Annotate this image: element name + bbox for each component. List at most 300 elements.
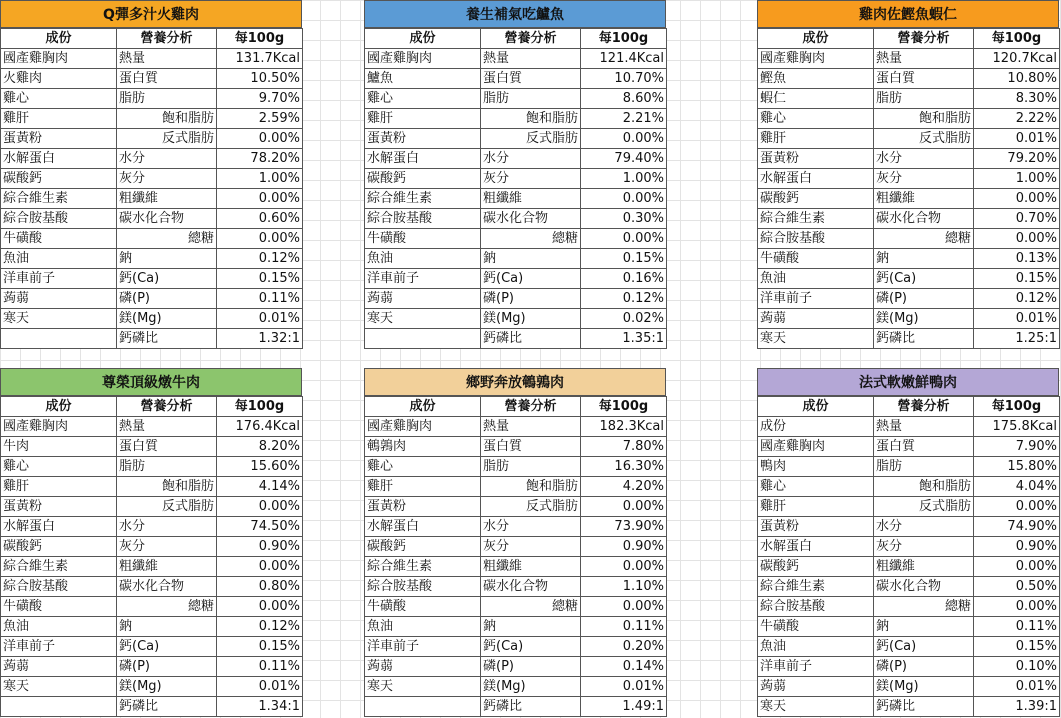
ingredient-cell[interactable]: 蛋黃粉 — [1, 129, 117, 149]
nutrient-label-cell[interactable]: 鎂(Mg) — [117, 309, 217, 329]
nutrient-label-cell[interactable]: 蛋白質 — [874, 69, 974, 89]
ingredient-cell[interactable]: 綜合維生素 — [1, 557, 117, 577]
ingredient-cell[interactable]: 牛磺酸 — [365, 597, 481, 617]
ingredient-cell[interactable]: 雞心 — [365, 457, 481, 477]
ingredient-cell[interactable]: 寒天 — [1, 309, 117, 329]
nutrient-value-cell[interactable]: 0.01% — [217, 677, 303, 697]
nutrient-value-cell[interactable]: 176.4Kcal — [217, 417, 303, 437]
nutrient-value-cell[interactable]: 0.60% — [217, 209, 303, 229]
ingredient-cell[interactable]: 鱸魚 — [365, 69, 481, 89]
nutrient-value-cell[interactable]: 0.13% — [974, 249, 1060, 269]
nutrient-label-cell[interactable]: 總糖 — [874, 229, 974, 249]
nutrient-value-cell[interactable]: 0.00% — [217, 229, 303, 249]
ingredient-cell[interactable]: 寒天 — [758, 329, 874, 349]
nutrient-value-cell[interactable]: 175.8Kcal — [974, 417, 1060, 437]
nutrient-label-cell[interactable]: 鈉 — [481, 249, 581, 269]
ingredient-cell[interactable]: 鰹魚 — [758, 69, 874, 89]
ingredient-cell[interactable]: 蒟蒻 — [758, 309, 874, 329]
ingredient-cell[interactable]: 水解蛋白 — [758, 537, 874, 557]
nutrient-value-cell[interactable]: 0.11% — [217, 289, 303, 309]
ingredient-cell[interactable]: 蛋黃粉 — [1, 497, 117, 517]
ingredient-cell[interactable]: 國產雞胸肉 — [1, 417, 117, 437]
nutrient-label-cell[interactable]: 灰分 — [117, 537, 217, 557]
panel-quail — [364, 368, 666, 717]
ingredient-cell[interactable]: 雞心 — [1, 457, 117, 477]
nutrient-value-cell[interactable]: 0.90% — [217, 537, 303, 557]
header-ingredient[interactable]: 成份 — [758, 29, 874, 49]
nutrient-value-cell[interactable]: 1.10% — [581, 577, 667, 597]
nutrient-value-cell[interactable]: 0.14% — [581, 657, 667, 677]
nutrient-value-cell[interactable]: 79.40% — [581, 149, 667, 169]
nutrient-label-cell[interactable]: 水分 — [481, 517, 581, 537]
nutrient-label-cell[interactable]: 磷(P) — [874, 289, 974, 309]
nutrient-label-cell[interactable]: 鈣(Ca) — [874, 637, 974, 657]
ingredient-cell[interactable]: 洋車前子 — [1, 269, 117, 289]
nutrient-label-cell[interactable]: 鎂(Mg) — [874, 309, 974, 329]
nutrient-label-cell[interactable]: 水分 — [481, 149, 581, 169]
nutrient-label-cell[interactable]: 反式脂肪 — [117, 129, 217, 149]
nutrient-value-cell[interactable]: 0.00% — [581, 229, 667, 249]
ingredient-cell[interactable]: 綜合維生素 — [758, 209, 874, 229]
table-row — [1, 697, 303, 717]
ingredient-cell[interactable] — [1, 697, 117, 717]
header-ingredient[interactable]: 成份 — [1, 397, 117, 417]
ingredient-cell[interactable]: 魚油 — [1, 617, 117, 637]
nutrient-value-cell[interactable]: 73.90% — [581, 517, 667, 537]
ingredient-cell[interactable]: 雞心 — [365, 89, 481, 109]
nutrient-label-cell[interactable]: 鈉 — [117, 617, 217, 637]
nutrient-label-cell[interactable]: 鎂(Mg) — [117, 677, 217, 697]
ingredient-cell[interactable]: 鴨肉 — [758, 457, 874, 477]
header-nutrition-analysis[interactable]: 營養分析 — [117, 397, 217, 417]
ingredient-cell[interactable]: 綜合胺基酸 — [758, 597, 874, 617]
ingredient-cell[interactable]: 牛磺酸 — [758, 249, 874, 269]
nutrient-value-cell[interactable]: 0.01% — [217, 309, 303, 329]
header-nutrition-analysis[interactable]: 營養分析 — [874, 29, 974, 49]
table-row — [758, 169, 1060, 189]
ingredient-cell[interactable]: 綜合胺基酸 — [758, 229, 874, 249]
nutrient-label-cell[interactable]: 脂肪 — [481, 457, 581, 477]
nutrient-label-cell[interactable]: 鈣磷比 — [874, 329, 974, 349]
nutrient-value-cell[interactable]: 0.11% — [217, 657, 303, 677]
table-row — [1, 557, 303, 577]
nutrient-value-cell[interactable]: 0.01% — [974, 129, 1060, 149]
nutrient-value-cell[interactable]: 16.30% — [581, 457, 667, 477]
nutrient-label-cell[interactable]: 鈉 — [874, 249, 974, 269]
nutrient-label-cell[interactable]: 粗纖維 — [874, 189, 974, 209]
nutrient-value-cell[interactable]: 121.4Kcal — [581, 49, 667, 69]
header-nutrition-analysis[interactable]: 營養分析 — [874, 397, 974, 417]
nutrient-label-cell[interactable]: 脂肪 — [481, 89, 581, 109]
table-row — [758, 89, 1060, 109]
header-per-100g[interactable]: 每100g — [974, 29, 1060, 49]
header-nutrition-analysis[interactable]: 營養分析 — [117, 29, 217, 49]
nutrient-label-cell[interactable]: 熱量 — [481, 49, 581, 69]
ingredient-cell[interactable]: 牛磺酸 — [1, 597, 117, 617]
nutrient-label-cell[interactable]: 灰分 — [481, 169, 581, 189]
ingredient-cell[interactable]: 綜合胺基酸 — [365, 209, 481, 229]
ingredient-cell[interactable]: 寒天 — [1, 677, 117, 697]
nutrient-label-cell[interactable]: 反式脂肪 — [481, 129, 581, 149]
nutrient-value-cell[interactable]: 0.00% — [581, 557, 667, 577]
nutrient-label-cell[interactable]: 蛋白質 — [117, 69, 217, 89]
nutrient-value-cell[interactable]: 1.35:1 — [581, 329, 667, 349]
nutrient-value-cell[interactable]: 120.7Kcal — [974, 49, 1060, 69]
nutrient-label-cell[interactable]: 鎂(Mg) — [481, 677, 581, 697]
nutrient-value-cell[interactable]: 2.22% — [974, 109, 1060, 129]
nutrient-label-cell[interactable]: 碳水化合物 — [874, 209, 974, 229]
nutrient-label-cell[interactable]: 鈉 — [874, 617, 974, 637]
ingredient-cell[interactable]: 綜合胺基酸 — [1, 577, 117, 597]
nutrient-value-cell[interactable]: 0.11% — [581, 617, 667, 637]
nutrient-label-cell[interactable]: 飽和脂肪 — [874, 477, 974, 497]
nutrient-value-cell[interactable]: 10.70% — [581, 69, 667, 89]
nutrient-value-cell[interactable]: 0.16% — [581, 269, 667, 289]
nutrient-label-cell[interactable]: 水分 — [874, 517, 974, 537]
nutrient-value-cell[interactable]: 10.50% — [217, 69, 303, 89]
ingredient-cell[interactable]: 蒟蒻 — [1, 289, 117, 309]
nutrient-value-cell[interactable]: 1.34:1 — [217, 697, 303, 717]
nutrient-label-cell[interactable]: 蛋白質 — [117, 437, 217, 457]
nutrient-value-cell[interactable]: 15.80% — [974, 457, 1060, 477]
nutrient-label-cell[interactable]: 鈣(Ca) — [481, 637, 581, 657]
nutrient-value-cell[interactable]: 0.12% — [217, 249, 303, 269]
nutrient-label-cell[interactable]: 飽和脂肪 — [117, 109, 217, 129]
nutrient-value-cell[interactable]: 0.15% — [581, 249, 667, 269]
ingredient-cell[interactable]: 蒟蒻 — [365, 289, 481, 309]
ingredient-cell[interactable]: 綜合維生素 — [365, 189, 481, 209]
nutrient-value-cell[interactable]: 0.20% — [581, 637, 667, 657]
ingredient-cell[interactable]: 綜合維生素 — [365, 557, 481, 577]
ingredient-cell[interactable]: 蒟蒻 — [1, 657, 117, 677]
nutrient-value-cell[interactable]: 0.12% — [581, 289, 667, 309]
nutrient-value-cell[interactable]: 79.20% — [974, 149, 1060, 169]
nutrient-value-cell[interactable]: 1.00% — [581, 169, 667, 189]
nutrient-label-cell[interactable]: 反式脂肪 — [874, 129, 974, 149]
nutrient-label-cell[interactable]: 碳水化合物 — [481, 209, 581, 229]
ingredient-cell[interactable] — [1, 329, 117, 349]
header-ingredient[interactable]: 成份 — [365, 29, 481, 49]
ingredient-cell[interactable]: 洋車前子 — [1, 637, 117, 657]
ingredient-cell[interactable]: 水解蛋白 — [1, 149, 117, 169]
nutrient-value-cell[interactable]: 9.70% — [217, 89, 303, 109]
header-ingredient[interactable]: 成份 — [365, 397, 481, 417]
ingredient-cell[interactable]: 蒟蒻 — [758, 677, 874, 697]
nutrient-value-cell[interactable]: 182.3Kcal — [581, 417, 667, 437]
nutrient-label-cell[interactable]: 磷(P) — [481, 657, 581, 677]
ingredient-cell[interactable]: 雞肝 — [758, 497, 874, 517]
ingredient-cell[interactable]: 國產雞胸肉 — [758, 437, 874, 457]
ingredient-cell[interactable]: 雞心 — [758, 477, 874, 497]
ingredient-cell[interactable]: 雞肝 — [758, 129, 874, 149]
table-row — [365, 49, 667, 69]
nutrient-value-cell[interactable]: 0.00% — [217, 557, 303, 577]
ingredient-cell[interactable]: 碳酸鈣 — [758, 557, 874, 577]
nutrient-label-cell[interactable]: 鈣磷比 — [117, 697, 217, 717]
nutrient-value-cell[interactable]: 0.50% — [974, 577, 1060, 597]
nutrient-value-cell[interactable]: 1.49:1 — [581, 697, 667, 717]
nutrient-label-cell[interactable]: 脂肪 — [874, 89, 974, 109]
ingredient-cell[interactable]: 寒天 — [365, 309, 481, 329]
ingredient-cell[interactable] — [365, 329, 481, 349]
table-row — [758, 109, 1060, 129]
ingredient-cell[interactable]: 洋車前子 — [365, 269, 481, 289]
nutrient-label-cell[interactable]: 鈣磷比 — [874, 697, 974, 717]
ingredient-cell[interactable]: 寒天 — [365, 677, 481, 697]
nutrient-label-cell[interactable]: 碳水化合物 — [874, 577, 974, 597]
nutrient-value-cell[interactable]: 74.50% — [217, 517, 303, 537]
nutrient-label-cell[interactable]: 總糖 — [117, 229, 217, 249]
nutrient-value-cell[interactable]: 2.21% — [581, 109, 667, 129]
nutrient-label-cell[interactable]: 鈣(Ca) — [481, 269, 581, 289]
nutrient-label-cell[interactable]: 磷(P) — [481, 289, 581, 309]
nutrient-label-cell[interactable]: 熱量 — [874, 417, 974, 437]
header-per-100g[interactable]: 每100g — [217, 29, 303, 49]
ingredient-cell[interactable]: 蛋黃粉 — [758, 149, 874, 169]
nutrient-label-cell[interactable]: 粗纖維 — [117, 189, 217, 209]
nutrient-label-cell[interactable]: 鈣磷比 — [117, 329, 217, 349]
nutrient-label-cell[interactable]: 粗纖維 — [481, 189, 581, 209]
nutrition-table — [0, 28, 303, 349]
nutrient-label-cell[interactable]: 鎂(Mg) — [481, 309, 581, 329]
nutrient-value-cell[interactable]: 0.15% — [217, 637, 303, 657]
ingredient-cell[interactable]: 雞肝 — [1, 477, 117, 497]
ingredient-cell[interactable]: 國產雞胸肉 — [365, 417, 481, 437]
ingredient-cell[interactable]: 蛋黃粉 — [758, 517, 874, 537]
ingredient-cell[interactable]: 雞肝 — [365, 477, 481, 497]
header-ingredient[interactable]: 成份 — [758, 397, 874, 417]
ingredient-cell[interactable]: 火雞肉 — [1, 69, 117, 89]
nutrient-value-cell[interactable]: 1.00% — [974, 169, 1060, 189]
nutrient-label-cell[interactable]: 碳水化合物 — [117, 209, 217, 229]
nutrient-label-cell[interactable]: 鈉 — [481, 617, 581, 637]
nutrient-label-cell[interactable]: 粗纖維 — [874, 557, 974, 577]
ingredient-cell[interactable]: 蝦仁 — [758, 89, 874, 109]
nutrient-value-cell[interactable]: 1.00% — [217, 169, 303, 189]
ingredient-cell[interactable]: 碳酸鈣 — [1, 169, 117, 189]
ingredient-cell[interactable]: 國產雞胸肉 — [1, 49, 117, 69]
panel-sea-bass — [364, 0, 666, 349]
ingredient-cell[interactable]: 蒟蒻 — [365, 657, 481, 677]
ingredient-cell[interactable]: 雞心 — [758, 109, 874, 129]
nutrient-label-cell[interactable]: 鈣磷比 — [481, 697, 581, 717]
nutrient-value-cell[interactable]: 0.00% — [581, 189, 667, 209]
ingredient-cell[interactable]: 雞心 — [1, 89, 117, 109]
table-row — [1, 49, 303, 69]
ingredient-cell[interactable]: 魚油 — [365, 617, 481, 637]
header-per-100g[interactable]: 每100g — [974, 397, 1060, 417]
nutrient-label-cell[interactable]: 飽和脂肪 — [481, 477, 581, 497]
ingredient-cell[interactable]: 魚油 — [1, 249, 117, 269]
nutrient-value-cell[interactable]: 4.04% — [974, 477, 1060, 497]
ingredient-cell[interactable]: 碳酸鈣 — [758, 189, 874, 209]
nutrient-label-cell[interactable]: 鎂(Mg) — [874, 677, 974, 697]
ingredient-cell[interactable]: 魚油 — [758, 269, 874, 289]
header-ingredient[interactable]: 成份 — [1, 29, 117, 49]
ingredient-cell[interactable]: 國產雞胸肉 — [365, 49, 481, 69]
ingredient-cell[interactable]: 綜合維生素 — [1, 189, 117, 209]
nutrient-value-cell[interactable]: 0.00% — [974, 229, 1060, 249]
nutrient-value-cell[interactable]: 0.01% — [974, 309, 1060, 329]
ingredient-cell[interactable]: 碳酸鈣 — [365, 537, 481, 557]
nutrient-value-cell[interactable]: 1.25:1 — [974, 329, 1060, 349]
nutrient-value-cell[interactable]: 0.80% — [217, 577, 303, 597]
ingredient-cell[interactable]: 蛋黃粉 — [365, 129, 481, 149]
nutrient-value-cell[interactable]: 0.00% — [974, 597, 1060, 617]
nutrient-value-cell[interactable]: 0.01% — [581, 677, 667, 697]
ingredient-cell[interactable]: 水解蛋白 — [365, 517, 481, 537]
nutrient-label-cell[interactable]: 熱量 — [117, 417, 217, 437]
ingredient-cell[interactable]: 碳酸鈣 — [365, 169, 481, 189]
nutrient-value-cell[interactable]: 0.00% — [217, 189, 303, 209]
nutrient-value-cell[interactable]: 0.02% — [581, 309, 667, 329]
nutrient-value-cell[interactable]: 8.60% — [581, 89, 667, 109]
nutrient-label-cell[interactable]: 熱量 — [874, 49, 974, 69]
header-nutrition-analysis[interactable]: 營養分析 — [481, 397, 581, 417]
nutrient-label-cell[interactable]: 水分 — [117, 149, 217, 169]
nutrient-value-cell[interactable]: 0.00% — [581, 597, 667, 617]
nutrient-label-cell[interactable]: 脂肪 — [874, 457, 974, 477]
nutrient-label-cell[interactable]: 鈣磷比 — [481, 329, 581, 349]
nutrient-label-cell[interactable]: 飽和脂肪 — [874, 109, 974, 129]
nutrient-value-cell[interactable]: 2.59% — [217, 109, 303, 129]
nutrient-label-cell[interactable]: 磷(P) — [117, 657, 217, 677]
nutrient-value-cell[interactable]: 0.15% — [217, 269, 303, 289]
ingredient-cell[interactable]: 綜合胺基酸 — [365, 577, 481, 597]
nutrient-label-cell[interactable]: 反式脂肪 — [874, 497, 974, 517]
nutrient-value-cell[interactable]: 0.00% — [217, 497, 303, 517]
ingredient-cell[interactable]: 寒天 — [758, 697, 874, 717]
ingredient-cell[interactable]: 牛磺酸 — [365, 229, 481, 249]
nutrient-label-cell[interactable]: 粗纖維 — [481, 557, 581, 577]
nutrient-label-cell[interactable]: 水分 — [874, 149, 974, 169]
nutrient-value-cell[interactable]: 0.01% — [974, 677, 1060, 697]
nutrient-value-cell[interactable]: 0.00% — [581, 497, 667, 517]
ingredient-cell[interactable]: 蛋黃粉 — [365, 497, 481, 517]
ingredient-cell[interactable]: 水解蛋白 — [1, 517, 117, 537]
nutrient-label-cell[interactable]: 脂肪 — [117, 89, 217, 109]
nutrient-value-cell[interactable]: 78.20% — [217, 149, 303, 169]
ingredient-cell[interactable]: 水解蛋白 — [365, 149, 481, 169]
ingredient-cell[interactable]: 洋車前子 — [758, 657, 874, 677]
nutrient-label-cell[interactable]: 蛋白質 — [481, 69, 581, 89]
nutrient-label-cell[interactable]: 總糖 — [874, 597, 974, 617]
header-per-100g[interactable]: 每100g — [581, 397, 667, 417]
nutrient-value-cell[interactable]: 7.90% — [974, 437, 1060, 457]
nutrient-label-cell[interactable]: 灰分 — [874, 169, 974, 189]
nutrient-value-cell[interactable]: 10.80% — [974, 69, 1060, 89]
ingredient-cell[interactable]: 水解蛋白 — [758, 169, 874, 189]
ingredient-cell[interactable]: 碳酸鈣 — [1, 537, 117, 557]
nutrient-label-cell[interactable]: 蛋白質 — [874, 437, 974, 457]
nutrient-label-cell[interactable]: 總糖 — [481, 597, 581, 617]
nutrient-value-cell[interactable]: 0.90% — [581, 537, 667, 557]
nutrient-value-cell[interactable]: 74.90% — [974, 517, 1060, 537]
nutrient-value-cell[interactable]: 15.60% — [217, 457, 303, 477]
nutrient-label-cell[interactable]: 鈣(Ca) — [117, 269, 217, 289]
nutrient-value-cell[interactable]: 0.00% — [581, 129, 667, 149]
ingredient-cell[interactable]: 雞肝 — [1, 109, 117, 129]
nutrient-value-cell[interactable]: 0.00% — [974, 557, 1060, 577]
nutrient-value-cell[interactable]: 1.32:1 — [217, 329, 303, 349]
nutrient-value-cell[interactable]: 0.70% — [974, 209, 1060, 229]
nutrient-value-cell[interactable]: 1.39:1 — [974, 697, 1060, 717]
nutrient-value-cell[interactable]: 0.30% — [581, 209, 667, 229]
nutrient-label-cell[interactable]: 碳水化合物 — [481, 577, 581, 597]
nutrient-label-cell[interactable]: 鈉 — [117, 249, 217, 269]
nutrient-value-cell[interactable]: 8.30% — [974, 89, 1060, 109]
nutrient-label-cell[interactable]: 磷(P) — [117, 289, 217, 309]
nutrient-value-cell[interactable]: 0.15% — [974, 637, 1060, 657]
ingredient-cell[interactable]: 牛肉 — [1, 437, 117, 457]
nutrient-label-cell[interactable]: 鈣(Ca) — [117, 637, 217, 657]
nutrient-label-cell[interactable]: 熱量 — [117, 49, 217, 69]
nutrient-value-cell[interactable]: 0.00% — [974, 497, 1060, 517]
nutrient-label-cell[interactable]: 反式脂肪 — [117, 497, 217, 517]
nutrient-label-cell[interactable]: 反式脂肪 — [481, 497, 581, 517]
ingredient-cell[interactable]: 牛磺酸 — [758, 617, 874, 637]
ingredient-cell[interactable]: 綜合胺基酸 — [1, 209, 117, 229]
header-per-100g[interactable]: 每100g — [581, 29, 667, 49]
nutrient-label-cell[interactable]: 灰分 — [481, 537, 581, 557]
ingredient-cell[interactable]: 洋車前子 — [365, 637, 481, 657]
ingredient-cell[interactable]: 成份 — [758, 417, 874, 437]
nutrient-label-cell[interactable]: 總糖 — [481, 229, 581, 249]
nutrient-value-cell[interactable]: 4.20% — [581, 477, 667, 497]
ingredient-cell[interactable]: 牛磺酸 — [1, 229, 117, 249]
nutrient-label-cell[interactable]: 總糖 — [117, 597, 217, 617]
nutrient-value-cell[interactable]: 0.00% — [974, 189, 1060, 209]
nutrient-label-cell[interactable]: 水分 — [117, 517, 217, 537]
nutrient-value-cell[interactable]: 0.11% — [974, 617, 1060, 637]
header-per-100g[interactable]: 每100g — [217, 397, 303, 417]
nutrient-label-cell[interactable]: 磷(P) — [874, 657, 974, 677]
nutrient-label-cell[interactable]: 碳水化合物 — [117, 577, 217, 597]
nutrient-value-cell[interactable]: 0.12% — [974, 289, 1060, 309]
nutrient-value-cell[interactable]: 0.00% — [217, 597, 303, 617]
ingredient-cell[interactable]: 鵪鶉肉 — [365, 437, 481, 457]
nutrient-label-cell[interactable]: 灰分 — [874, 537, 974, 557]
ingredient-cell[interactable]: 國產雞胸肉 — [758, 49, 874, 69]
nutrient-value-cell[interactable]: 0.90% — [974, 537, 1060, 557]
ingredient-cell[interactable] — [365, 697, 481, 717]
nutrient-value-cell[interactable]: 8.20% — [217, 437, 303, 457]
nutrient-label-cell[interactable]: 飽和脂肪 — [481, 109, 581, 129]
nutrient-label-cell[interactable]: 飽和脂肪 — [117, 477, 217, 497]
nutrient-value-cell[interactable]: 7.80% — [581, 437, 667, 457]
table-row — [758, 329, 1060, 349]
ingredient-cell[interactable]: 魚油 — [365, 249, 481, 269]
ingredient-cell[interactable]: 洋車前子 — [758, 289, 874, 309]
panel-turkey — [0, 0, 302, 349]
nutrient-value-cell[interactable]: 131.7Kcal — [217, 49, 303, 69]
nutrient-label-cell[interactable]: 蛋白質 — [481, 437, 581, 457]
header-nutrition-analysis[interactable]: 營養分析 — [481, 29, 581, 49]
ingredient-cell[interactable]: 魚油 — [758, 637, 874, 657]
ingredient-cell[interactable]: 雞肝 — [365, 109, 481, 129]
nutrient-label-cell[interactable]: 灰分 — [117, 169, 217, 189]
nutrient-value-cell[interactable]: 0.15% — [974, 269, 1060, 289]
ingredient-cell[interactable]: 綜合維生素 — [758, 577, 874, 597]
nutrient-value-cell[interactable]: 0.00% — [217, 129, 303, 149]
nutrient-value-cell[interactable]: 0.12% — [217, 617, 303, 637]
nutrient-label-cell[interactable]: 熱量 — [481, 417, 581, 437]
nutrient-label-cell[interactable]: 鈣(Ca) — [874, 269, 974, 289]
nutrient-label-cell[interactable]: 粗纖維 — [117, 557, 217, 577]
nutrient-value-cell[interactable]: 4.14% — [217, 477, 303, 497]
nutrient-value-cell[interactable]: 0.10% — [974, 657, 1060, 677]
nutrient-label-cell[interactable]: 脂肪 — [117, 457, 217, 477]
